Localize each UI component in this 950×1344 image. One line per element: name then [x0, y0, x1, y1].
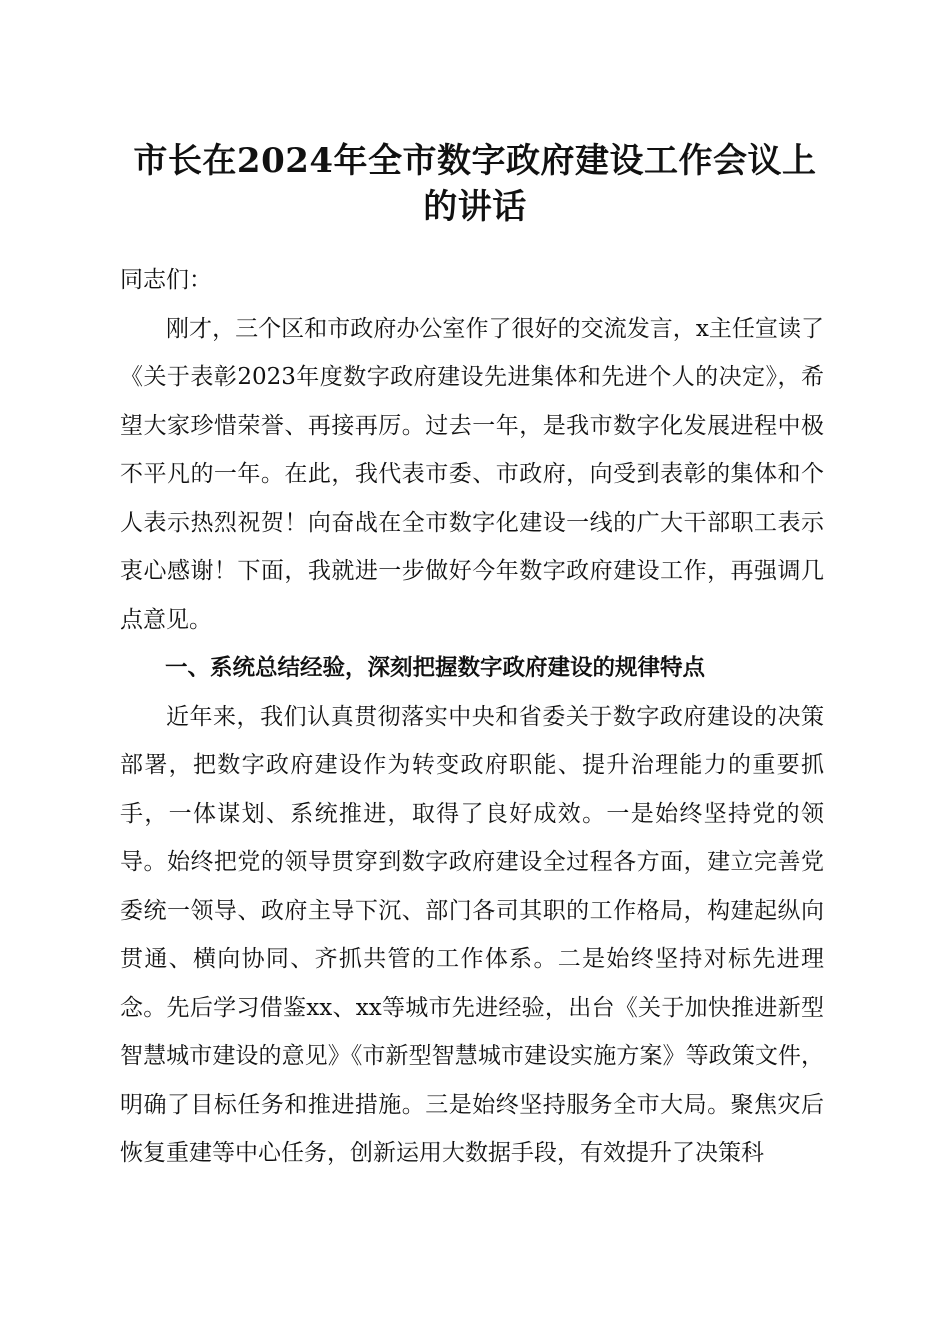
document-body — [120, 256, 824, 1178]
paragraph-opening: 刚才，三个区和市政府办公室作了很好的交流发言，x主任宣读了《关于表彰2023年度数字政府建设先进集体和先进个人的决定》，希望大家珍惜荣誉、再接再厉。过去一年，是我市数字化发展进程中极不平凡的一年。在此，我代表市委、市政府，向受到表彰的集体和个人表示热烈祝贺！向奋战在全市数字化建设一线的广大干部职工表示衷心感谢！下面，我就进一步做好今年数字政府建设工作，再强调几点意见。 — [120, 315, 824, 633]
salutation: 同志们： — [120, 267, 212, 293]
paragraph-experience: 近年来，我们认真贯彻落实中央和省委关于数字政府建设的决策部署，把数字政府建设作为转变政府职能、提升治理能力的重要抓手，一体谋划、系统推进，取得了良好成效。一是始终坚持党的领导。始终把党的领导贯穿到数字政府建设全过程各方面，建立完善党委统一领导、政府主导下沉、部门各司其职的工作格局，构建起纵向贯通、横向协同、齐抓共管的工作体系。二是始终坚持对标先进理念。先后学习借鉴xx、xx等城市先进经验，出台《关于加快推进新型智慧城市建设的意见》《市新型智慧城市建设实施方案》等政策文件，明确了目标任务和推进措施。三是始终坚持服务全市大局。聚焦灾后恢复重建等中心任务，创新运用大数据手段，有效提升了决策科 — [120, 703, 824, 1166]
document-title: 市长在2024年全市数字政府建设工作会议上的讲话 — [133, 141, 817, 227]
section-heading-1: 一、系统总结经验，深刻把握数字政府建设的规律特点 — [165, 655, 706, 681]
